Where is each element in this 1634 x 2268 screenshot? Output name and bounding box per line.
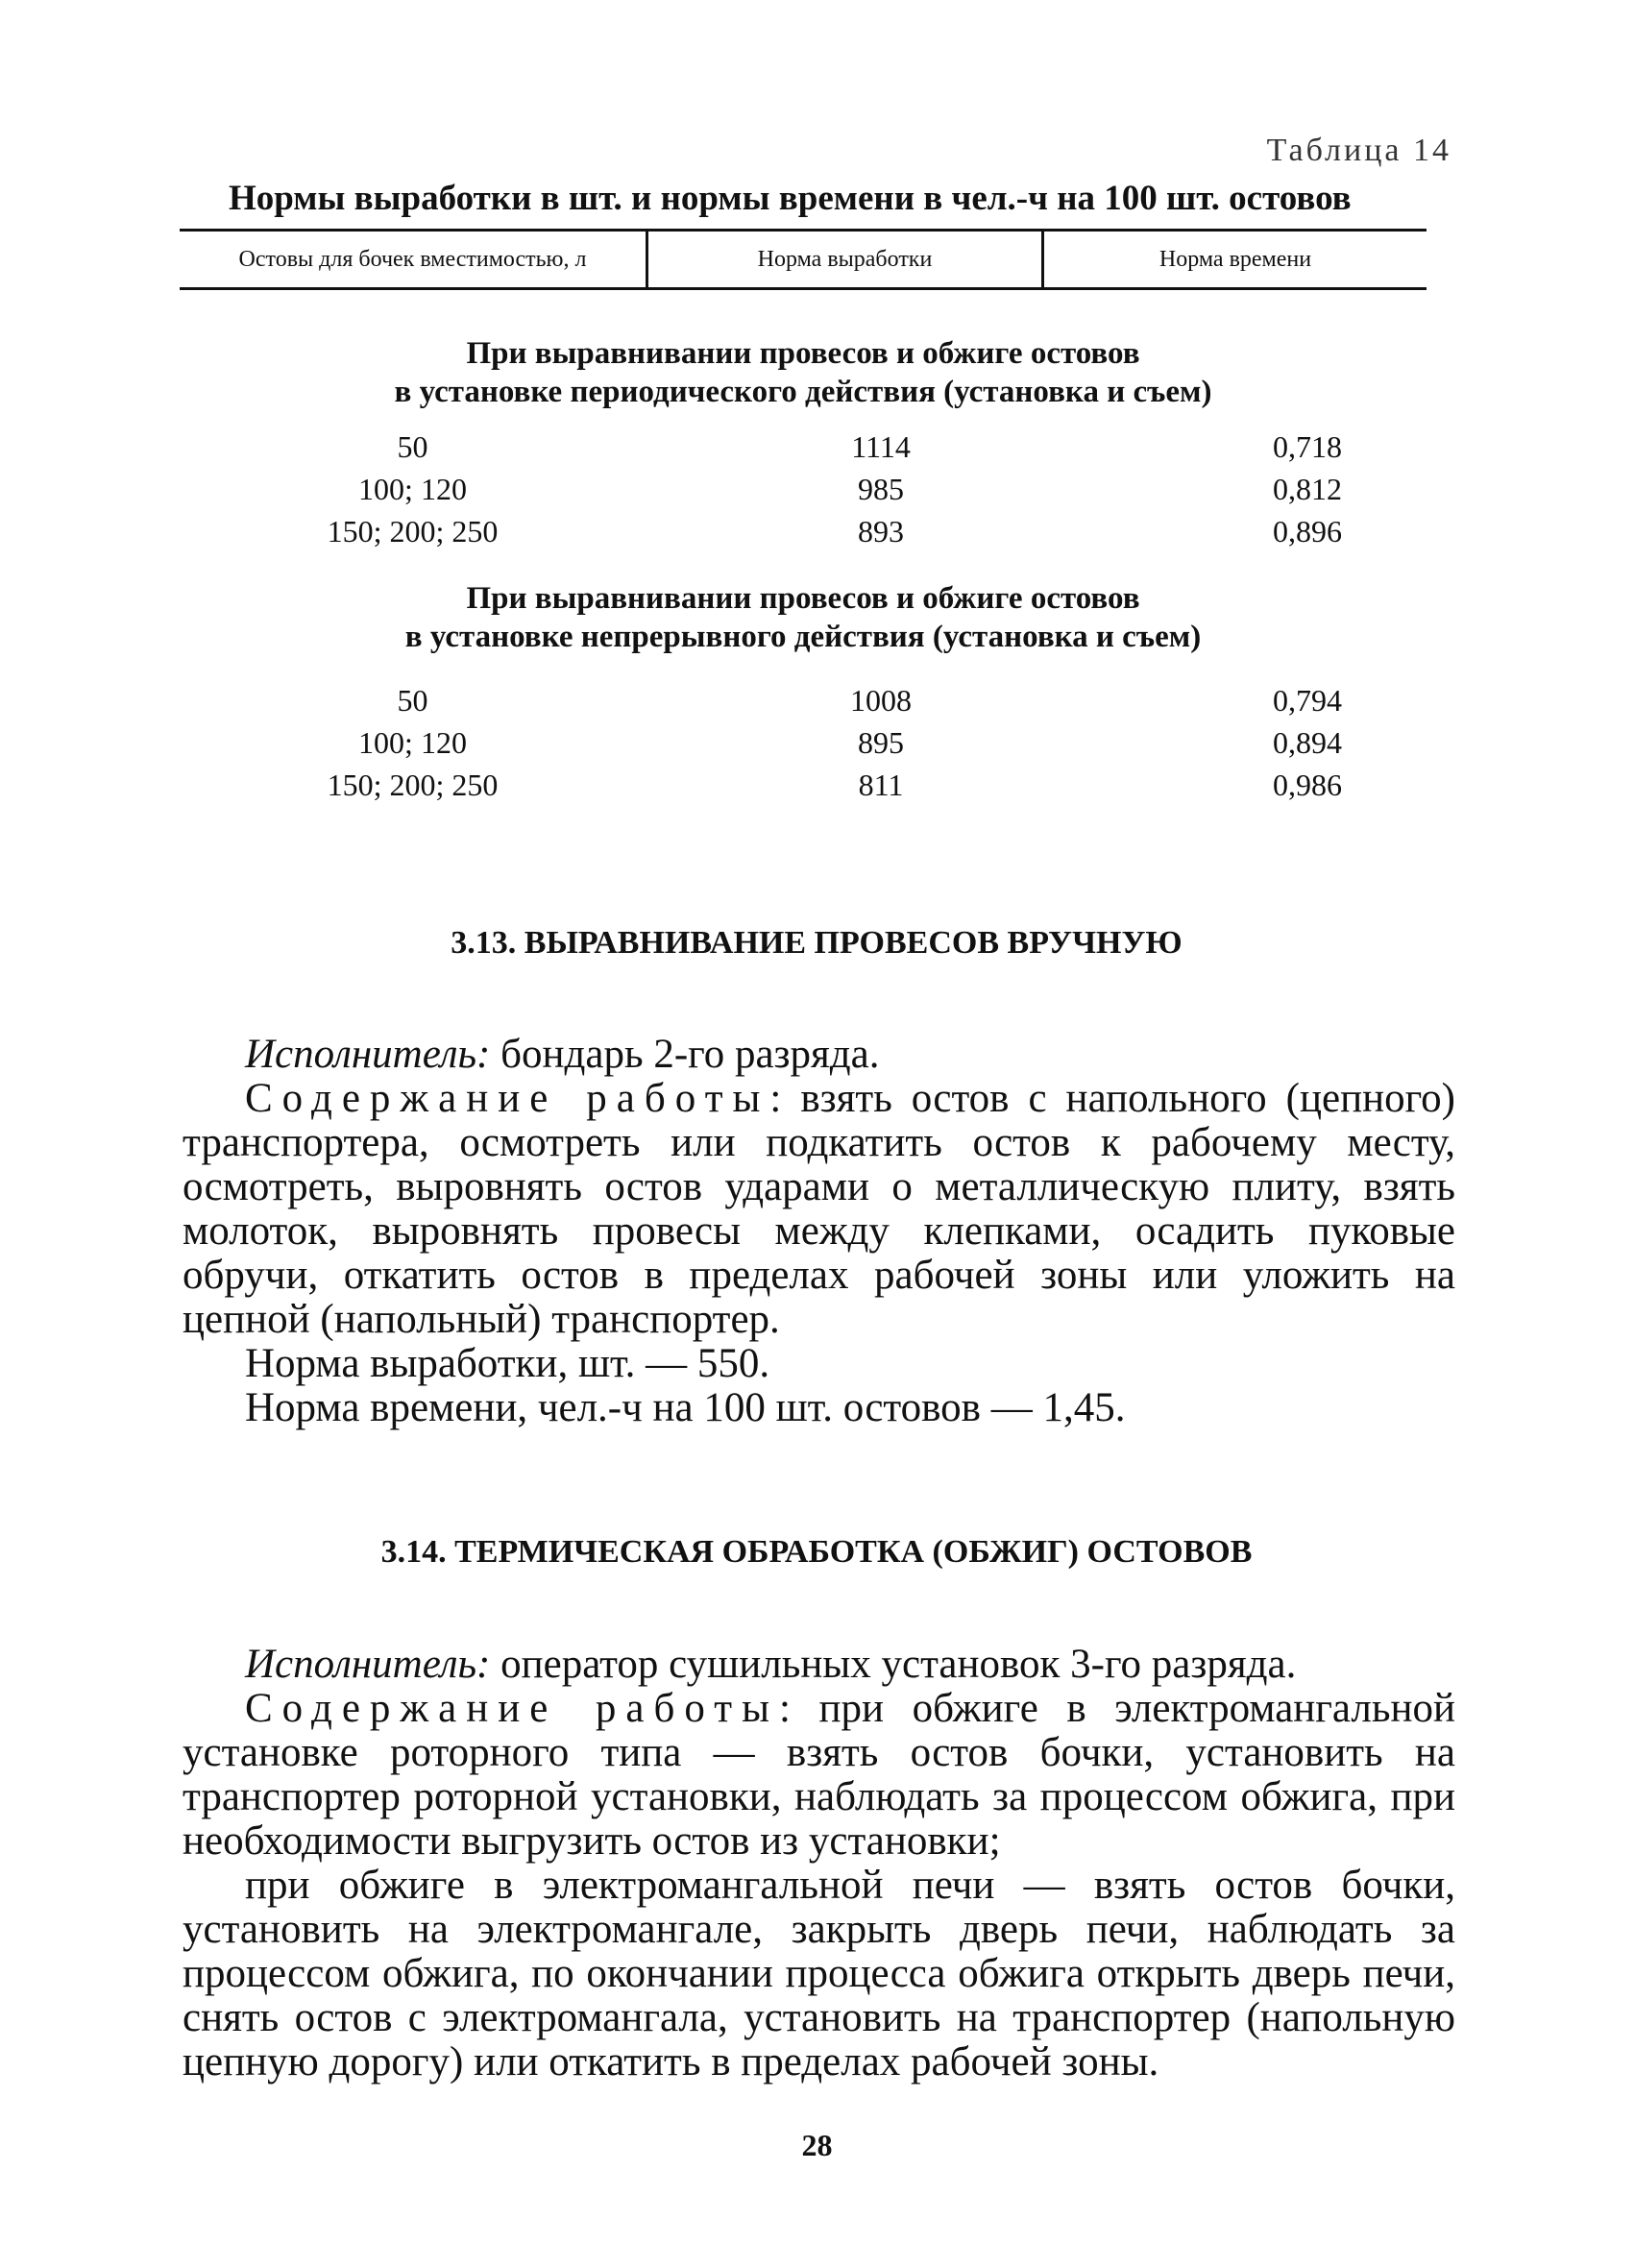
cell-output: 985 [858,472,904,506]
header-capacity: Остовы для бочек вместимостью, л [238,247,587,272]
executor-value: бондарь 2-го разряда. [490,1032,880,1077]
table-title: Нормы выработки в шт. и нормы времени в чел.-ч на 100 шт. остовов [229,179,1352,218]
section-314-title: 3.14. ТЕРМИЧЕСКАЯ ОБРАБОТКА (ОБЖИГ) ОСТОВОВ [380,1534,1253,1570]
page-number: 28 [801,2128,833,2162]
time-norm: Норма времени, чел.-ч на 100 шт. остовов — 1,45. [245,1385,1126,1430]
cell-capacity: 50 [397,429,428,464]
executor-label: Исполнитель: [245,1032,491,1077]
content-paragraph [183,1077,1455,1342]
content-text: : при обжиге в электромангальной установке роторного типа — взять остов бочки, установить на транспортер роторной установки, наблюдать за процессом обжига, при необходимости выгрузить остов из установки; [183,1686,1455,1864]
cell-time: 0,894 [1273,725,1342,760]
cell-time: 0,794 [1273,683,1342,718]
heading-line: в установке периодического действия (установка и съем) [394,375,1212,409]
section-313-body [183,1033,1455,1430]
heading-line: При выравнивании провесов и обжиге остовов [466,581,1140,616]
kiln-paragraph: при обжиге в электромангальной печи — взять остов бочки, установить на электромангале, закрыть дверь печи, наблюдать за процессом обжига, по окончании процесса обжига открыть дверь печи, снять остов с электромангала, установить на транспортер (напольную цепную дорогу) или откатить в пределах рабочей зоны. [183,1863,1455,2085]
section-313-title: 3.13. ВЫРАВНИВАНИЕ ПРОВЕСОВ ВРУЧНУЮ [451,925,1183,961]
cell-capacity: 100; 120 [358,472,467,506]
header-time-norm: Норма времени [1041,232,1427,287]
cell-time: 0,718 [1273,429,1342,464]
continuous-section-heading [180,579,1427,656]
table-row [180,510,1427,552]
heading-line: в установке непрерывного действия (установка и съем) [404,620,1202,654]
executor-paragraph [183,1033,1455,1077]
cell-time: 0,986 [1273,768,1342,802]
norms-table-header [180,229,1427,290]
content-label: Содержание работы [245,1686,779,1731]
content-text: : взять остов с напольного (цепного) транспортера, осмотреть или подкатить остов к рабочему месту, осмотреть, выровнять остов ударами о металлическую плиту, взять молоток, выровнять провесы между клепками, осадить пуковые обручи, откатить остов в пределах рабочей зоны или уложить на цепной (напольный) транспортер. [183,1076,1455,1342]
table-row [180,721,1427,764]
table-row [180,764,1427,806]
cell-capacity: 150; 200; 250 [327,768,499,802]
cell-output: 811 [858,768,904,802]
table-row [180,679,1427,721]
cell-capacity: 150; 200; 250 [327,514,499,549]
table-header-row [180,232,1427,287]
heading-line: При выравнивании провесов и обжиге остовов [466,336,1140,371]
cell-capacity: 100; 120 [358,725,467,760]
table-header-rule [180,287,1427,290]
output-norm: Норма выработки, шт. — 550. [245,1341,770,1386]
header-output-norm: Норма выработки [646,232,1041,287]
cell-capacity: 50 [397,683,428,718]
cell-time: 0,812 [1273,472,1342,506]
section-314-body [183,1643,1455,2085]
table-row [180,426,1427,468]
table-row [180,468,1427,510]
content-label: Содержание работы [245,1076,770,1121]
cell-time: 0,896 [1273,514,1342,549]
content-paragraph [183,1687,1455,1864]
executor-label: Исполнитель: [245,1642,491,1687]
cell-output: 1114 [851,429,911,464]
table-label: Таблица 14 [1266,133,1451,168]
cell-output: 895 [858,725,904,760]
executor-paragraph [183,1643,1455,1687]
cell-output: 893 [858,514,904,549]
executor-value: оператор сушильных установок 3-го разряда. [490,1642,1297,1687]
cell-output: 1008 [850,683,912,718]
periodic-section-heading [180,334,1427,411]
